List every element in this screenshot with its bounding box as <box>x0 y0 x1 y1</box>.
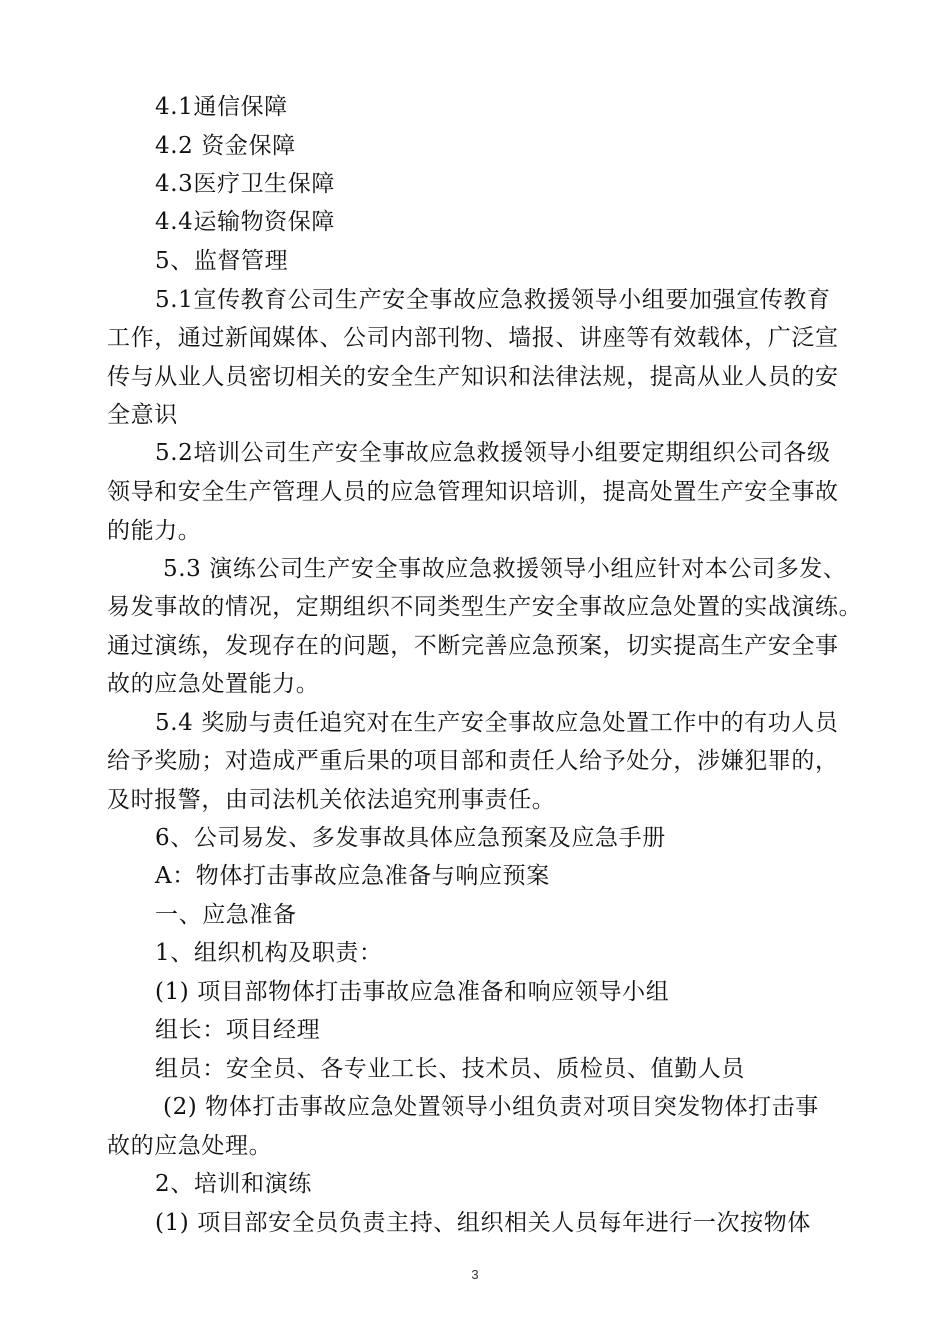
list-item: (2) 物体打击事故应急处置领导小组负责对项目突发物体打击事 <box>163 1094 819 1120</box>
list-item: (1) 项目部物体打击事故应急准备和响应领导小组 <box>155 979 670 1005</box>
subsection-heading: 2、培训和演练 <box>155 1171 312 1197</box>
paragraph-line: 传与从业人员密切相关的安全生产知识和法律法规，提高从业人员的安 <box>107 364 839 390</box>
list-item: 组员：安全员、各专业工长、技术员、质检员、值勤人员 <box>155 1056 745 1082</box>
list-item: (1) 项目部安全员负责主持、组织相关人员每年进行一次按物体 <box>155 1210 811 1236</box>
subsection-heading: 一、应急准备 <box>155 902 297 928</box>
section-heading-4-1: 4.1通信保障 <box>155 94 288 120</box>
section-heading-4-4: 4.4运输物资保障 <box>155 209 335 235</box>
subsection-heading: 1、组织机构及职责： <box>155 940 383 966</box>
paragraph-line: 5.1宣传教育公司生产安全事故应急救援领导小组要加强宣传教育 <box>155 287 831 313</box>
paragraph-line: 及时报警，由司法机关依法追究刑事责任。 <box>107 787 556 813</box>
paragraph-line: 故的应急处理。 <box>107 1133 273 1159</box>
paragraph-line: 的能力。 <box>107 518 202 544</box>
section-heading-4-3: 4.3医疗卫生保障 <box>155 171 335 197</box>
subsection-heading-a: A：物体打击事故应急准备与响应预案 <box>155 863 550 889</box>
page-number: 3 <box>471 1267 479 1282</box>
paragraph-line: 5.2培训公司生产安全事故应急救援领导小组要定期组织公司各级 <box>155 440 831 466</box>
list-item: 组长：项目经理 <box>155 1017 321 1043</box>
paragraph-line: 易发事故的情况，定期组织不同类型生产安全事故应急处置的实战演练。 <box>107 594 863 620</box>
paragraph-line: 5.3 演练公司生产安全事故应急救援领导小组应针对本公司多发、 <box>163 556 847 582</box>
paragraph-line: 工作，通过新闻媒体、公司内部刊物、墙报、讲座等有效载体，广泛宣 <box>107 325 839 351</box>
section-heading-4-2: 4.2 资金保障 <box>155 133 296 159</box>
paragraph-line: 领导和安全生产管理人员的应急管理知识培训，提高处置生产安全事故 <box>107 479 839 505</box>
paragraph-line: 通过演练，发现存在的问题，不断完善应急预案，切实提高生产安全事 <box>107 633 839 659</box>
paragraph-line: 5.4 奖励与责任追究对在生产安全事故应急处置工作中的有功人员 <box>155 710 839 736</box>
section-heading-5: 5、监督管理 <box>155 248 289 274</box>
paragraph-line: 故的应急处置能力。 <box>107 671 320 697</box>
section-heading-6: 6、公司易发、多发事故具体应急预案及应急手册 <box>155 825 666 851</box>
paragraph-line: 给予奖励；对造成严重后果的项目部和责任人给予处分，涉嫌犯罪的， <box>107 748 839 774</box>
paragraph-line: 全意识 <box>107 402 178 428</box>
